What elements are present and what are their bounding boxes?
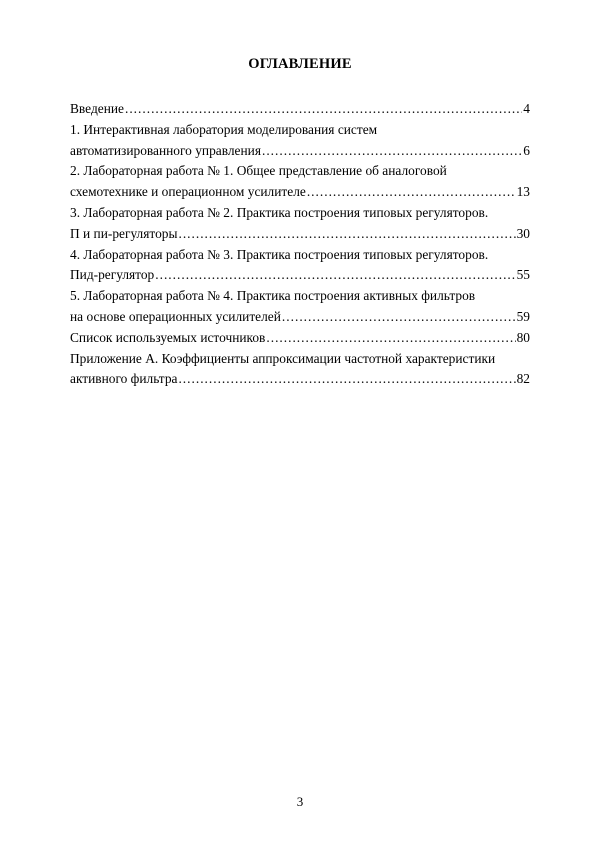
toc-leader-dots [282,307,516,328]
toc-entry-title-line1: Приложение А. Коэффициенты аппроксимации частотной характеристики [70,350,496,366]
toc-entry-page: 82 [516,371,530,387]
toc-entry-page: 4 [523,101,530,116]
toc-leader-dots [155,265,515,286]
toc-leader-dots [178,224,515,245]
toc-entry-title-line1: 4. Лабораторная работа № 3. Практика построения типовых регуляторов. [70,246,489,262]
toc-entry-title-line2: схемотехнике и операционном усилителе [70,184,306,200]
toc-entry-row [70,265,530,286]
toc-entry-row [70,328,530,349]
toc-leader-dots [262,141,522,162]
toc-entry-chapter-3[interactable] [70,203,530,245]
page-number: 3 [296,794,304,809]
toc-leader-dots [178,369,515,390]
toc-leader-dots [266,328,515,349]
toc-entry-chapter-2[interactable] [70,161,530,203]
toc-entry-appendix-a[interactable] [70,349,530,391]
toc-entry-title-line1: 5. Лабораторная работа № 4. Практика построения активных фильтров [70,288,476,304]
toc-leader-dots [307,182,516,203]
toc-leader-dots [125,99,522,120]
toc-entry-row [70,369,530,390]
toc-entry-references[interactable] [70,328,530,349]
toc-entry-title-line1: 3. Лабораторная работа № 2. Практика построения типовых регуляторов. [70,204,489,220]
toc-entry-page: 30 [516,225,530,241]
toc-entry-title-line2: активного фильтра [70,371,178,387]
toc-entry-row [70,99,530,120]
toc-entry-row [70,182,530,203]
toc-entry-title-line2: на основе операционных усилителей [70,308,281,324]
toc-entry-title: Введение [70,101,124,116]
toc-entry-page: 80 [516,329,530,345]
toc-entry-title-line2: П и пи-регуляторы [70,225,178,241]
page-title: ОГЛАВЛЕНИЕ [248,56,352,72]
toc-entry-page: 59 [516,308,530,324]
table-of-contents [70,99,530,390]
toc-entry-title-line1: 2. Лабораторная работа № 1. Общее представление об аналоговой [70,163,447,179]
toc-entry-row [70,224,530,245]
toc-entry-row [70,307,530,328]
toc-entry-chapter-1[interactable] [70,120,530,162]
toc-entry-title-line1: 1. Интерактивная лаборатория моделирования систем [70,121,378,137]
toc-entry-row [70,141,530,162]
toc-entry-page: 6 [523,142,530,158]
toc-entry-title: Список используемых источников [70,329,266,345]
toc-entry-chapter-4[interactable] [70,245,530,287]
toc-entry-chapter-5[interactable] [70,286,530,328]
toc-entry-page: 13 [516,184,530,200]
toc-entry-introduction[interactable] [70,99,530,120]
toc-entry-title-line2: Пид-регулятор [70,267,155,283]
toc-entry-page: 55 [516,267,530,283]
toc-entry-title-line2: автоматизированного управления [70,142,261,158]
